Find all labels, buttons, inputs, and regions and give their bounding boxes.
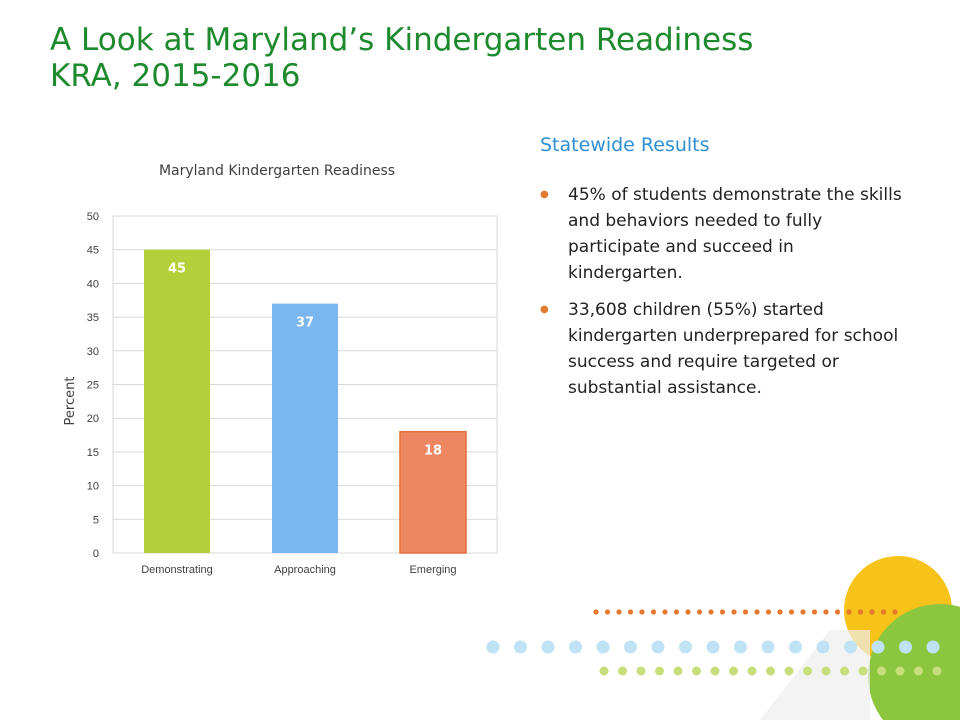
orange-dot-decor	[743, 609, 748, 614]
blue-dot-decor	[844, 641, 857, 654]
green-dot-decor	[803, 667, 812, 676]
orange-dot-decor	[708, 609, 713, 614]
y-tick-label: 20	[86, 413, 99, 426]
green-dot-decor	[748, 667, 757, 676]
green-dot-decor	[822, 667, 831, 676]
chart-title: Maryland Kindergarten Readiness	[158, 163, 396, 179]
orange-dot-decor	[835, 609, 840, 614]
x-tick-label: Emerging	[409, 564, 457, 576]
blue-dot-decor	[569, 641, 582, 654]
orange-dot-decor	[777, 609, 782, 614]
y-tick-label: 35	[86, 312, 99, 325]
orange-dot-decor	[800, 609, 805, 614]
green-dot-decor	[785, 667, 794, 676]
green-dot-decor	[729, 667, 738, 676]
page-subtitle: KRA, 2015-2016	[50, 58, 301, 94]
y-tick-label: 0	[92, 548, 99, 560]
green-dot-decor	[711, 667, 720, 676]
orange-dot-decor	[616, 609, 621, 614]
orange-dot-decor	[892, 609, 897, 614]
orange-dot-decor	[858, 609, 863, 614]
page-title: A Look at Maryland’s Kindergarten Readiness	[50, 22, 754, 58]
bullet-icon: ●	[540, 189, 549, 200]
green-dot-decor	[766, 667, 775, 676]
green-dot-decor	[637, 667, 646, 676]
orange-dot-decor	[881, 609, 886, 614]
orange-dot-decor	[605, 609, 610, 614]
bullet-icon: ●	[540, 304, 549, 315]
y-tick-label: 5	[92, 514, 99, 527]
orange-dot-decor	[789, 609, 794, 614]
green-dot-decor	[692, 667, 701, 676]
green-dot-decor	[859, 667, 868, 676]
statewide-results-heading: Statewide Results	[540, 134, 710, 156]
blue-dot-decor	[734, 641, 747, 654]
orange-dot-decor	[823, 609, 828, 614]
blue-dot-decor	[762, 641, 775, 654]
blue-dot-decor	[679, 641, 692, 654]
blue-dot-decor	[872, 641, 885, 654]
orange-dot-decor	[639, 609, 644, 614]
bar-data-label: 45	[167, 261, 187, 277]
orange-dot-decor	[697, 609, 702, 614]
orange-dot-decor	[869, 609, 874, 614]
orange-dot-decor	[628, 609, 633, 614]
orange-dot-decor	[766, 609, 771, 614]
orange-dot-decor	[812, 609, 817, 614]
orange-dot-decor	[720, 609, 725, 614]
blue-dot-decor	[927, 641, 940, 654]
x-tick-label: Demonstrating	[141, 564, 213, 576]
orange-dot-decor	[846, 609, 851, 614]
blue-dot-decor	[542, 641, 555, 654]
green-dot-decor	[840, 667, 849, 676]
y-tick-label: 40	[86, 278, 99, 291]
orange-dot-decor	[662, 609, 667, 614]
y-tick-label: 30	[86, 345, 99, 358]
blue-dot-decor	[707, 641, 720, 654]
y-tick-label: 25	[86, 379, 99, 392]
orange-dot-decor	[651, 609, 656, 614]
green-dot-decor	[618, 667, 627, 676]
bullet-text: 33,608 children (55%) started kindergarten underprepared for school success and require targeted or substantial assistance.	[568, 300, 899, 398]
blue-dot-decor	[652, 641, 665, 654]
y-tick-label: 50	[86, 211, 99, 223]
blue-dot-decor	[624, 641, 637, 654]
blue-dot-decor	[597, 641, 610, 654]
green-dot-decor	[674, 667, 683, 676]
green-dot-decor	[896, 667, 905, 676]
blue-dot-decor	[817, 641, 830, 654]
orange-dot-decor	[754, 609, 759, 614]
y-tick-label: 15	[86, 446, 99, 459]
green-dot-decor	[655, 667, 664, 676]
y-tick-label: 45	[86, 244, 99, 257]
green-dot-decor	[914, 667, 923, 676]
bar-data-label: 37	[295, 315, 315, 331]
orange-dot-decor	[593, 609, 598, 614]
blue-dot-decor	[514, 641, 527, 654]
orange-dot-decor	[685, 609, 690, 614]
y-tick-label: 10	[86, 480, 99, 493]
blue-dot-decor	[899, 641, 912, 654]
orange-dot-decor	[674, 609, 679, 614]
blue-dot-decor	[789, 641, 802, 654]
green-dot-decor	[933, 667, 942, 676]
orange-dot-decor	[731, 609, 736, 614]
blue-dot-decor	[487, 641, 500, 654]
bar-data-label: 18	[423, 443, 443, 459]
y-axis-label: Percent	[63, 376, 78, 426]
green-dot-decor	[877, 667, 886, 676]
green-dot-decor	[600, 667, 609, 676]
bullet-text: 45% of students demonstrate the skills and behaviors needed to fully participate and succeed in kindergarten.	[568, 185, 902, 283]
x-tick-label: Approaching	[274, 564, 336, 576]
